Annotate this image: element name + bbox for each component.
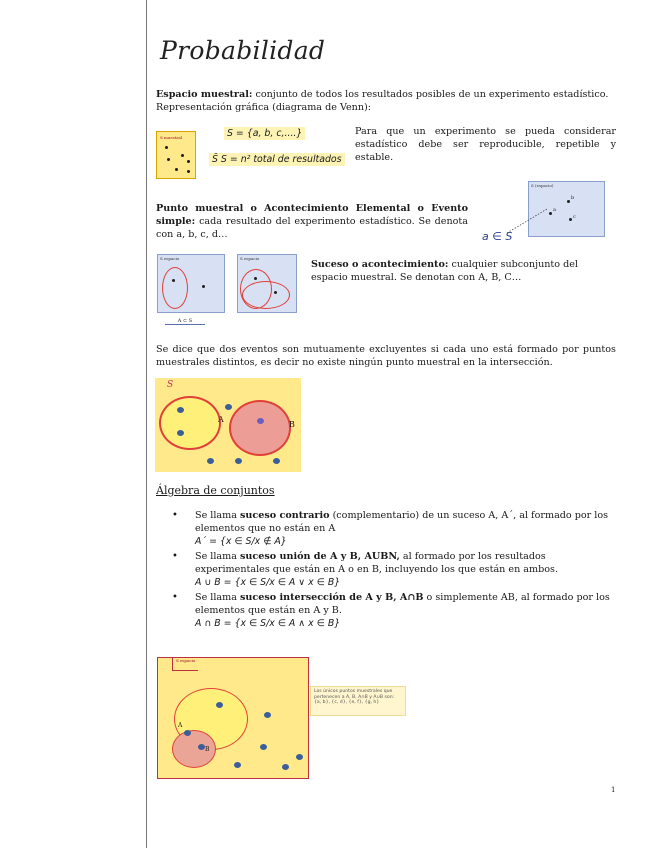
union-intersection-venn	[157, 657, 309, 779]
algebra-heading: Álgebra de conjuntos	[156, 484, 275, 497]
sample-point	[177, 430, 184, 436]
sample-point	[187, 170, 190, 173]
complement-formula: A´ = {x ∈ S/x ∉ A}	[195, 536, 287, 547]
espacio-term: Espacio muestral:	[156, 89, 253, 100]
event-a-circle	[162, 267, 188, 309]
espacio-definition: conjunto de todos los resultados posibles de un experimento estadístico.	[252, 89, 609, 100]
punto-definition: cada resultado del experimento estadístico. Se denota con a, b, c, d…	[156, 216, 468, 240]
sample-point	[175, 168, 178, 171]
sample-point	[165, 146, 168, 149]
item-text: al formado por los resultados experimentales que están en A o en B, incluyendo los que están en ambos.	[195, 551, 559, 575]
punto-term: Punto muestral o Acontecimiento Elemental o Evento simple:	[156, 203, 468, 227]
sample-point	[257, 418, 264, 424]
event-figure-1	[157, 254, 225, 313]
item-text: o simplemente AB, al formado por los elementos que están en A y B.	[195, 592, 610, 616]
intersection-formula: A ∩ B = {x ∈ S/x ∈ A ∧ x ∈ B}	[195, 618, 341, 629]
sample-point	[225, 404, 232, 410]
subset-caption: A ⊂ S	[165, 318, 205, 325]
bullet-icon: •	[172, 592, 178, 603]
sample-point	[207, 458, 214, 464]
punto-muestral-paragraph	[156, 202, 468, 241]
sample-space-venn-box	[156, 131, 196, 179]
event-figure-2	[237, 254, 297, 313]
bullet-icon: •	[172, 551, 178, 562]
event-figure-2-label: S espacio	[240, 256, 260, 261]
suceso-term: Suceso o acontecimiento:	[311, 259, 449, 270]
event-b-circle	[242, 281, 290, 309]
list-item	[172, 591, 616, 630]
point-label-a: a	[553, 207, 556, 213]
item-term: suceso contrario	[240, 510, 330, 521]
event-figure-1-label: S espacio	[160, 256, 180, 261]
venn-note: Los únicos puntos muestrales que pertenecen a A, B, A∩B y A∪B son: {a, b}, {c, d}, {e, f}, {g, h}	[310, 686, 406, 716]
page-margin-line	[146, 0, 147, 848]
item-prefix: Se llama	[195, 510, 241, 521]
sample-point	[198, 744, 205, 750]
espacio-muestral-paragraph	[156, 88, 616, 114]
venn-a-label: A	[218, 415, 224, 424]
page-number: 1	[611, 786, 616, 794]
sample-point	[296, 754, 303, 760]
list-item	[172, 550, 616, 589]
sample-point	[177, 407, 184, 413]
union-formula: A ∪ B = {x ∈ S/x ∈ A ∨ x ∈ B}	[195, 577, 341, 588]
sample-point	[187, 160, 190, 163]
suceso-definition: cualquier subconjunto del espacio muestral. Se denotan con A, B, C…	[311, 259, 578, 283]
venn3-s-label: S espacio	[172, 658, 198, 671]
algebra-list	[172, 509, 616, 630]
item-prefix: Se llama	[195, 592, 241, 603]
sample-space-formula: S = {a, b, c,....}	[224, 127, 305, 140]
sample-point	[254, 277, 257, 280]
bullet-icon: •	[172, 510, 178, 521]
point-label-b: b	[571, 195, 575, 201]
item-prefix: Se llama	[195, 551, 241, 562]
item-term: suceso intersección de A y B, A∩B	[240, 592, 424, 603]
venn3-b-label: B	[205, 746, 210, 753]
sample-point	[260, 744, 267, 750]
sample-point	[216, 702, 223, 708]
sample-point	[235, 458, 242, 464]
mutually-exclusive-venn	[155, 378, 301, 472]
venn-b-label: B	[289, 420, 295, 429]
venn-s-label: S	[167, 380, 174, 390]
suceso-paragraph	[311, 258, 616, 284]
sample-point	[567, 200, 570, 203]
total-results-formula: S̄ S = n² total de resultados	[209, 153, 345, 166]
mutually-exclusive-paragraph: Se dice que dos eventos son mutuamente excluyentes si cada uno está formado por puntos muestrales distintos, es decir no existe ningún punto muestral en la intersección.	[156, 344, 616, 368]
item-term: suceso unión de A y B, AUBN,	[240, 551, 400, 562]
sample-point	[282, 764, 289, 770]
sample-point	[234, 762, 241, 768]
sample-point	[184, 730, 191, 736]
sample-point	[172, 279, 175, 282]
sample-point	[264, 712, 271, 718]
event-a-circle	[159, 396, 221, 450]
list-item	[172, 509, 616, 548]
sample-point	[274, 291, 277, 294]
sample-point	[569, 218, 572, 221]
sample-space-box-label: S muestral	[160, 135, 182, 140]
venn3-a-label: A	[178, 722, 183, 729]
sample-point	[202, 285, 205, 288]
item-text: (complementario) de un suceso A, A´, al formado por los elementos que no están en A	[195, 510, 609, 534]
event-b-circle	[229, 400, 291, 456]
point-label-c: c	[573, 214, 576, 220]
sample-point	[167, 158, 170, 161]
sample-point-figure-label: S (espacio)	[531, 183, 554, 188]
point-membership-formula: a ∈ S	[482, 230, 513, 243]
sample-point	[273, 458, 280, 464]
page-title: Probabilidad	[160, 36, 326, 65]
sample-point	[181, 154, 184, 157]
experiment-condition-text: Para que un experimento se pueda considerar estadístico debe ser reproducible, repetible y estable.	[355, 126, 616, 163]
venn-representation-line: Representación gráfica (diagrama de Venn):	[156, 102, 372, 113]
